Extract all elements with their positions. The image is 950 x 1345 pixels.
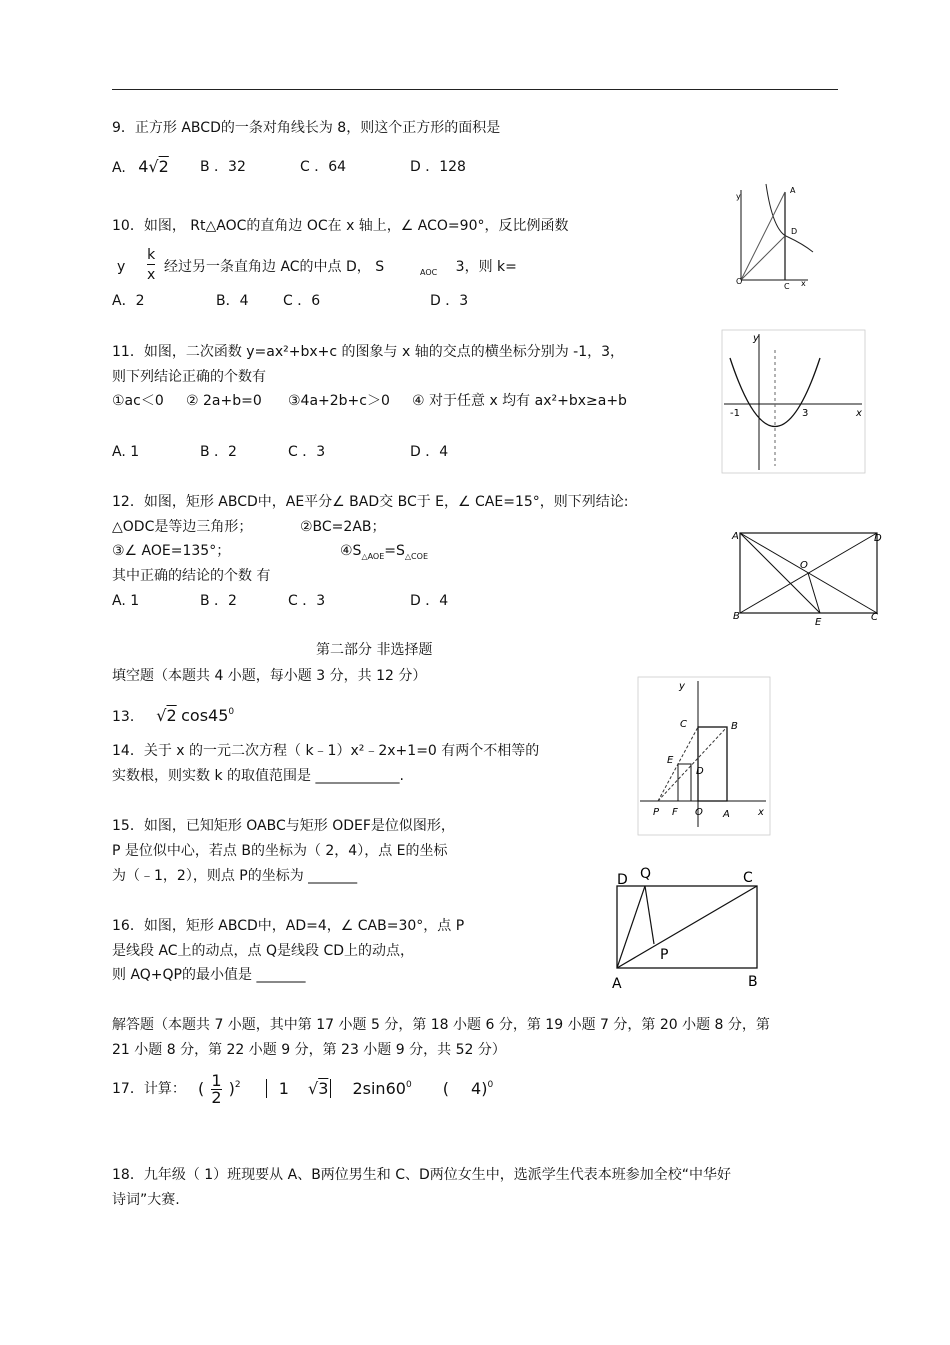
q10-fraction: k x: [147, 247, 156, 283]
q11-option-d: D ．4: [410, 444, 449, 460]
label-minus-1: -1: [730, 408, 740, 419]
label-x: x: [856, 408, 862, 419]
q15-line1: 15．如图，已知矩形 OABC与矩形 ODEF是位似图形，: [112, 818, 455, 834]
q12-conclusion-4: $④S_{\triangle AOE}=S_{\triangle COE}$: [340, 543, 428, 561]
q11-option-b: B ．2: [200, 444, 237, 460]
q11-conclusion-2: ② 2a+b=0: [186, 393, 262, 409]
label-c: C: [680, 719, 687, 730]
diagonal-ac: [617, 886, 757, 968]
q9-stem: 9．正方形 ABCD的一条对角线长为 8，则这个正方形的面积是: [112, 120, 501, 136]
answer-heading-line2: 21 小题 8 分，第 22 小题 9 分，第 23 小题 9 分，共 52 分）: [112, 1042, 506, 1058]
q11-line1: 11．如图，二次函数 y=ax²+bx+c 的图象与 x 轴的交点的横坐标分别为 -1，3，: [112, 344, 625, 360]
segment-qp: [645, 886, 654, 944]
label-a: A: [612, 976, 622, 992]
label-a: A: [723, 809, 730, 820]
label-c: C: [784, 282, 790, 291]
q10-figure: [728, 182, 818, 292]
q12-line1: 12．如图，矩形 ABCD中，AE平分∠ BAD交 BC于 E，∠ CAE=15°，则下列结论:: [112, 494, 629, 510]
q11-conclusion-4: ④ 对于任意 x 均有 ax²+bx≥a+b: [412, 393, 627, 409]
q10-line1: 10．如图， Rt△AOC的直角边 OC在 x 轴上，∠ ACO=90°，反比例函数: [112, 218, 569, 234]
part2-title: 第二部分 非选择题: [316, 642, 433, 658]
q10-y: y: [117, 259, 126, 275]
label-a: A: [732, 531, 739, 542]
label-d: D: [874, 533, 882, 544]
q16-line1: 16．如图，矩形 ABCD中，AD=4，∠ CAB=30°，点 P: [112, 918, 465, 934]
label-o: O: [800, 560, 808, 571]
q10-area: $_{AOC}$ 3，则 k=: [420, 259, 517, 277]
segment-od: [741, 236, 785, 280]
label-y: y: [679, 681, 685, 692]
q12-conclusion-2: ②BC=2AB；: [300, 519, 386, 535]
label-q: Q: [640, 866, 652, 882]
label-d: D: [617, 872, 628, 888]
fill-blank-heading: 填空题（本题共 4 小题，每小题 3 分，共 12 分）: [112, 668, 427, 684]
q10-option-c: C ．6: [283, 293, 321, 309]
q11-figure: [722, 330, 865, 473]
label-c: C: [871, 612, 878, 623]
label-y: y: [753, 333, 759, 344]
label-x: x: [758, 807, 764, 818]
label-p: P: [660, 947, 669, 963]
q15-figure: [638, 677, 770, 835]
label-a: A: [790, 186, 796, 195]
label-d: D: [696, 766, 704, 777]
q18-line1: 18．九年级（ 1）班现要从 A、B两位男生和 C、D两位女生中，选派学生代表本班参加全校“中华好: [112, 1167, 732, 1183]
q14-line1: 14．关于 x 的一元二次方程（ k﹣1）x²﹣2x+1=0 有两个不相等的: [112, 743, 540, 759]
q17-expression: ( $\frac{1}{2}$ )$^2$ 1 √3 $2\sin 60^0$ ( 4)$^0$: [198, 1071, 494, 1107]
q11-conclusion-3: ③4a+2b+c＞0: [288, 393, 390, 409]
segment-oa: [741, 192, 785, 280]
q14-line2: 实数根，则实数 k 的取值范围是 ____________.: [112, 768, 404, 784]
q10-option-d: D ．3: [430, 293, 469, 309]
q12-option-c: C ．3: [288, 593, 326, 609]
label-b: B: [748, 974, 758, 990]
q11-line2: 则下列结论正确的个数有: [112, 369, 266, 385]
q9-option-a: A. 4√2: [112, 157, 169, 176]
label-p: P: [653, 807, 660, 818]
q9-option-c: C ．64: [300, 159, 347, 175]
q10-line2: 经过另一条直角边 AC的中点 D， S: [164, 259, 385, 275]
q10-option-b: B．4: [216, 293, 249, 309]
q12-conclusion-3: ③∠ AOE=135°；: [112, 543, 231, 559]
label-e: E: [667, 755, 674, 766]
q12-conclusion-1: △ODC是等边三角形；: [112, 519, 253, 535]
label-f: F: [672, 807, 678, 818]
answer-heading-line1: 解答题（本题共 7 小题，其中第 17 小题 5 分，第 18 小题 6 分，第 19 小题 7 分，第 20 小题 8 分，第: [112, 1017, 770, 1033]
q18-line2: 诗词”大赛.: [112, 1192, 180, 1208]
q12-option-a: A. 1: [112, 593, 140, 609]
q10-option-a: A．2: [112, 293, 145, 309]
q12-option-b: B ．2: [200, 593, 237, 609]
q15-line3: 为（﹣1，2），则点 P的坐标为 _______: [112, 868, 358, 884]
q9-option-b: B ．32: [200, 159, 246, 175]
q13-expression: 13． √2 $\cos 45^0$: [112, 706, 235, 725]
rect-oabc: [698, 727, 727, 801]
label-o: O: [695, 807, 703, 818]
q17-label: 17．计算：: [112, 1081, 186, 1097]
label-3: 3: [802, 408, 809, 419]
q11-option-c: C ．3: [288, 444, 326, 460]
label-b: B: [731, 721, 738, 732]
q16-line2: 是线段 AC上的动点，点 Q是线段 CD上的动点，: [112, 943, 415, 959]
label-c: C: [743, 870, 753, 886]
q11-conclusion-1: ①ac＜0: [112, 393, 164, 409]
q9-option-d: D ．128: [410, 159, 466, 175]
label-y: y: [736, 192, 741, 201]
q12-figure: [730, 527, 882, 627]
rect-odef: [678, 764, 691, 801]
q16-line3: 则 AQ+QP的最小值是 _______: [112, 967, 306, 983]
label-d: D: [791, 227, 798, 236]
q12-option-d: D ．4: [410, 593, 449, 609]
segment-aq: [617, 886, 645, 968]
q15-line2: P 是位似中心，若点 B的坐标为（ 2，4），点 E的坐标: [112, 843, 448, 859]
q12-line4: 其中正确的结论的个数 有: [112, 568, 271, 584]
label-e: E: [815, 617, 822, 628]
label-o: O: [736, 277, 743, 286]
label-b: B: [733, 611, 740, 622]
q11-option-a: A. 1: [112, 444, 140, 460]
q16-figure: [608, 862, 768, 992]
label-x: x: [801, 279, 806, 288]
header-rule: [112, 89, 838, 90]
